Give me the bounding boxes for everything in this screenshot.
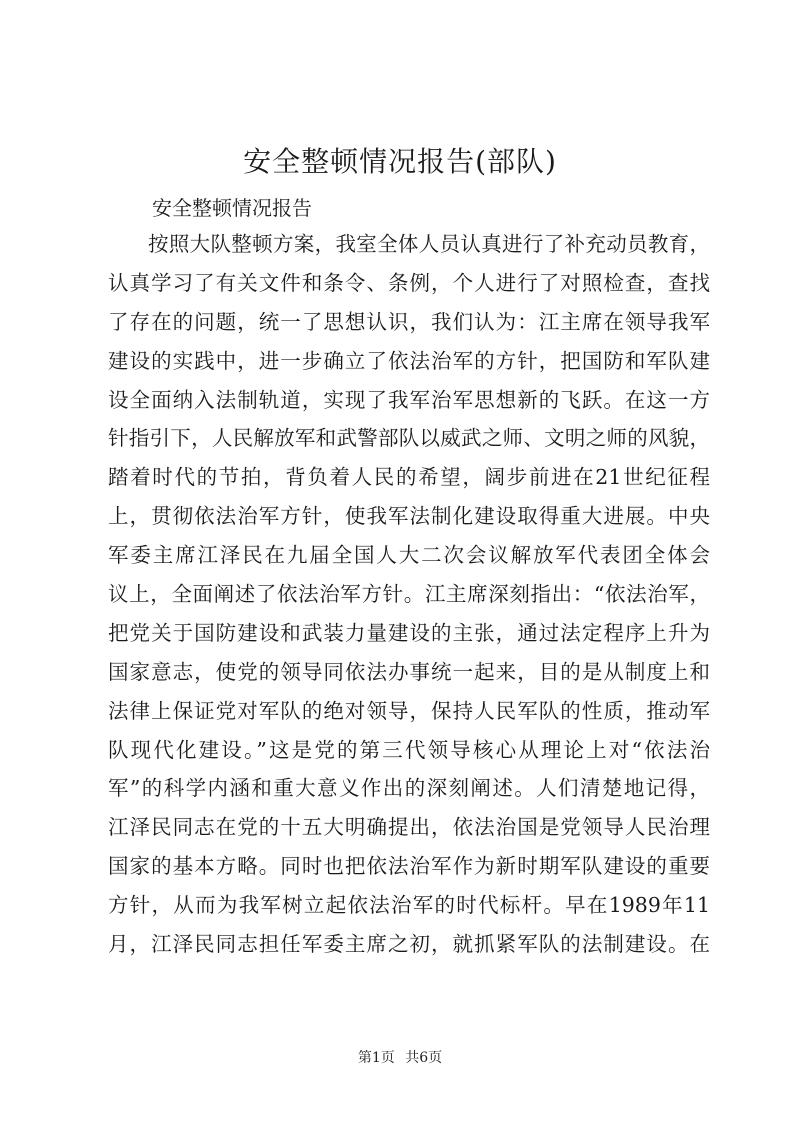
body-line: 法律上保证党对军队的绝对领导，保持人民军队的性质，推动军 [108,698,710,723]
body-line: 议上，全面阐述了依法治军方针。江主席深刻指出：“依法治军， [108,582,710,607]
page-footer [0,1048,800,1068]
document-subtitle: 安全整顿情况报告 [152,196,312,220]
body-line: 针指引下，人民解放军和武警部队以威武之师、文明之师的风貌， [108,426,710,451]
body-line: 认真学习了有关文件和条令、条例，个人进行了对照检查，查找 [108,270,710,295]
page-number: 第1页 [357,1050,395,1066]
document-title: 安全整顿情况报告(部队) [243,145,557,178]
body-line: 月，江泽民同志担任军委主席之初，就抓紧军队的法制建设。在 [108,932,710,957]
body-line: 国家的基本方略。同时也把依法治军作为新时期军队建设的重要 [108,854,710,879]
body-line: 了存在的问题，统一了思想认识，我们认为：江主席在领导我军 [108,309,710,334]
body-line: 军”的科学内涵和重大意义作出的深刻阐述。人们清楚地记得， [108,776,710,801]
body-line: 按照大队整顿方案，我室全体人员认真进行了补充动员教育， [148,232,710,256]
body-line: 设全面纳入法制轨道，实现了我军治军思想新的飞跃。在这一方 [108,387,710,412]
body-line: 建设的实践中，进一步确立了依法治军的方针，把国防和军队建 [108,348,710,373]
body-line: 踏着时代的节拍，背负着人民的希望，阔步前进在21世纪征程 [108,465,710,490]
body-line: 上，贯彻依法治军方针，使我军法制化建设取得重大进展。中央 [108,504,710,529]
body-line: 把党关于国防建设和武装力量建设的主张，通过法定程序上升为 [108,620,710,645]
page-total: 共6页 [405,1050,443,1066]
document-body [108,225,710,964]
body-line: 队现代化建设。”这是党的第三代领导核心从理论上对“依法治 [108,737,710,762]
body-line: 军委主席江泽民在九届全国人大二次会议解放军代表团全体会 [108,543,710,568]
body-line: 国家意志，使党的领导同依法办事统一起来，目的是从制度上和 [108,659,710,684]
body-line: 江泽民同志在党的十五大明确提出，依法治国是党领导人民治理 [108,815,710,840]
body-line: 方针，从而为我军树立起依法治军的时代标杆。早在1989年11 [108,893,710,918]
